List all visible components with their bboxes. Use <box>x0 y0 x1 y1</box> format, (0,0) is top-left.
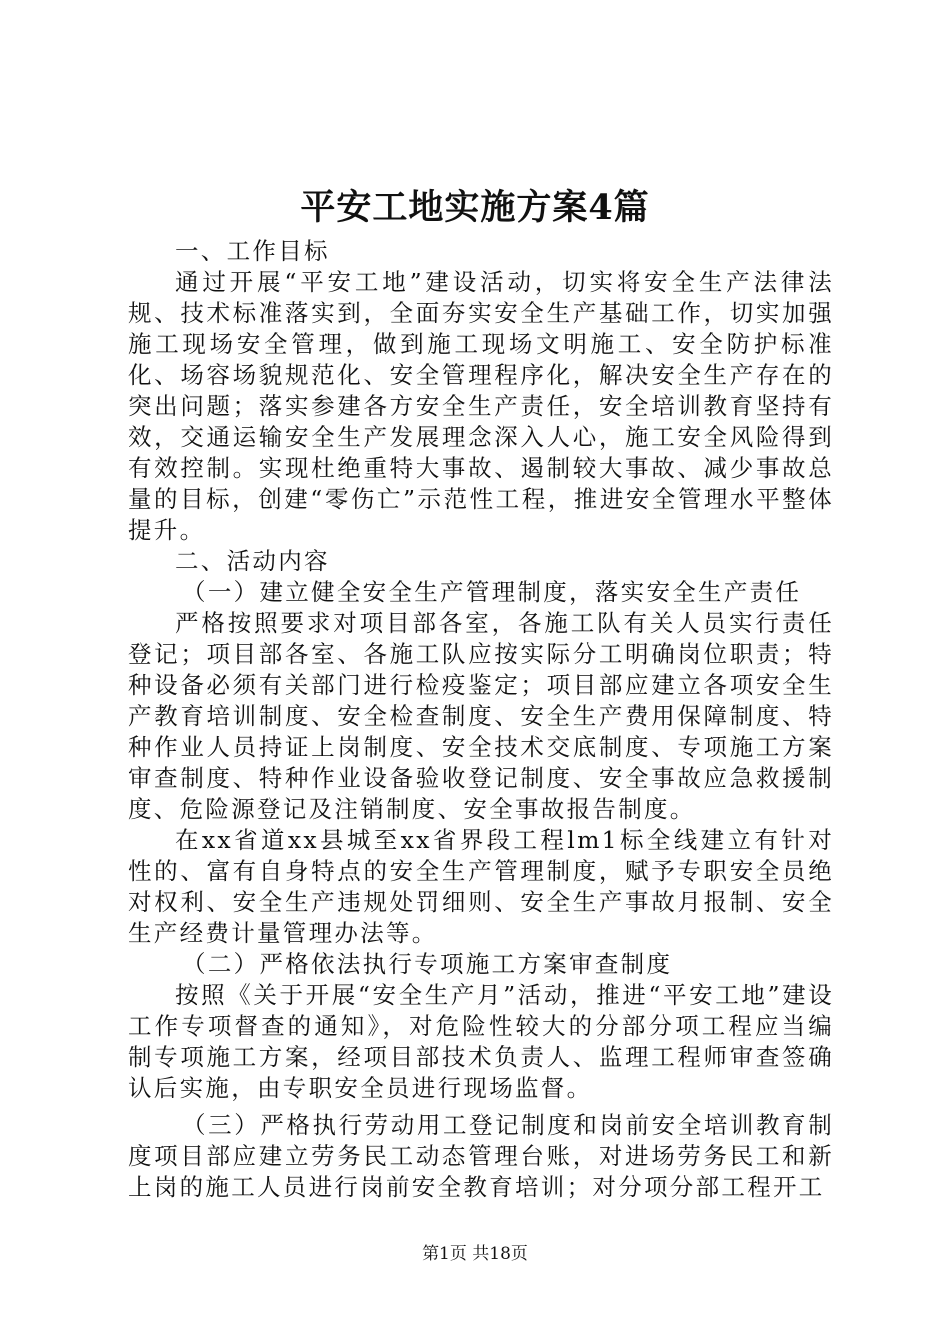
paragraph-goal: 通过开展“平安工地”建设活动，切实将安全生产法律法规、技术标准落实到，全面夯实安全生产基础工作，切实加强施工现场安全管理，做到施工现场文明施工、安全防护标准化、场容场貌规范化、安全管理程序化，解决安全生产存在的突出问题；落实参建各方安全生产责任，安全培训教育坚持有效，交通运输安全生产发展理念深入人心，施工安全风险得到有效控制。实现杜绝重特大事故、遏制较大事故、减少事故总量的目标，创建“零伤亡”示范性工程，推进安全管理水平整体提升。 <box>128 268 834 544</box>
paragraph-management-system: 在xx省道xx县城至xx省界段工程lm1标全线建立有针对性的、富有自身特点的安全生产管理制度，赋予专职安全员绝对权利、安全生产违规处罚细则、安全生产事故月报制、安全生产经费计量管理办法等。 <box>128 826 834 947</box>
document-body <box>128 236 834 1203</box>
subsection-heading-1: （一）建立健全安全生产管理制度，落实安全生产责任 <box>182 578 802 606</box>
section-heading-content: 二、活动内容 <box>175 547 330 575</box>
page-footer: 第1页 共18页 <box>422 1244 528 1264</box>
subsection-heading-2: （二）严格依法执行专项施工方案审查制度 <box>182 950 673 978</box>
section-heading-goal: 一、工作目标 <box>175 237 330 265</box>
document-title: 平安工地实施方案4篇 <box>300 187 650 228</box>
paragraph-responsibility: 严格按照要求对项目部各室，各施工队有关人员实行责任登记；项目部各室、各施工队应按实际分工明确岗位职责；特种设备必须有关部门进行检疫鉴定；项目部应建立各项安全生产教育培训制度、安全检查制度、安全生产费用保障制度、特种作业人员持证上岗制度、安全技术交底制度、专项施工方案审查制度、特种作业设备验收登记制度、安全事故应急救援制度、危险源登记及注销制度、安全事故报告制度。 <box>128 609 834 823</box>
subsection-heading-3: （三）严格执行劳动用工登记制度和岗前安全培训教育制度项目部应建立劳务民工动态管理台账，对进场劳务民工和新上岗的施工人员进行岗前安全教育培训；对分项分部工程开工 <box>128 1111 834 1201</box>
paragraph-special-plan: 按照《关于开展“安全生产月”活动，推进“平安工地”建设工作专项督查的通知》，对危险性较大的分部分项工程应当编制专项施工方案，经项目部技术负责人、监理工程师审查签确认后实施，由专职安全员进行现场监督。 <box>128 981 834 1102</box>
